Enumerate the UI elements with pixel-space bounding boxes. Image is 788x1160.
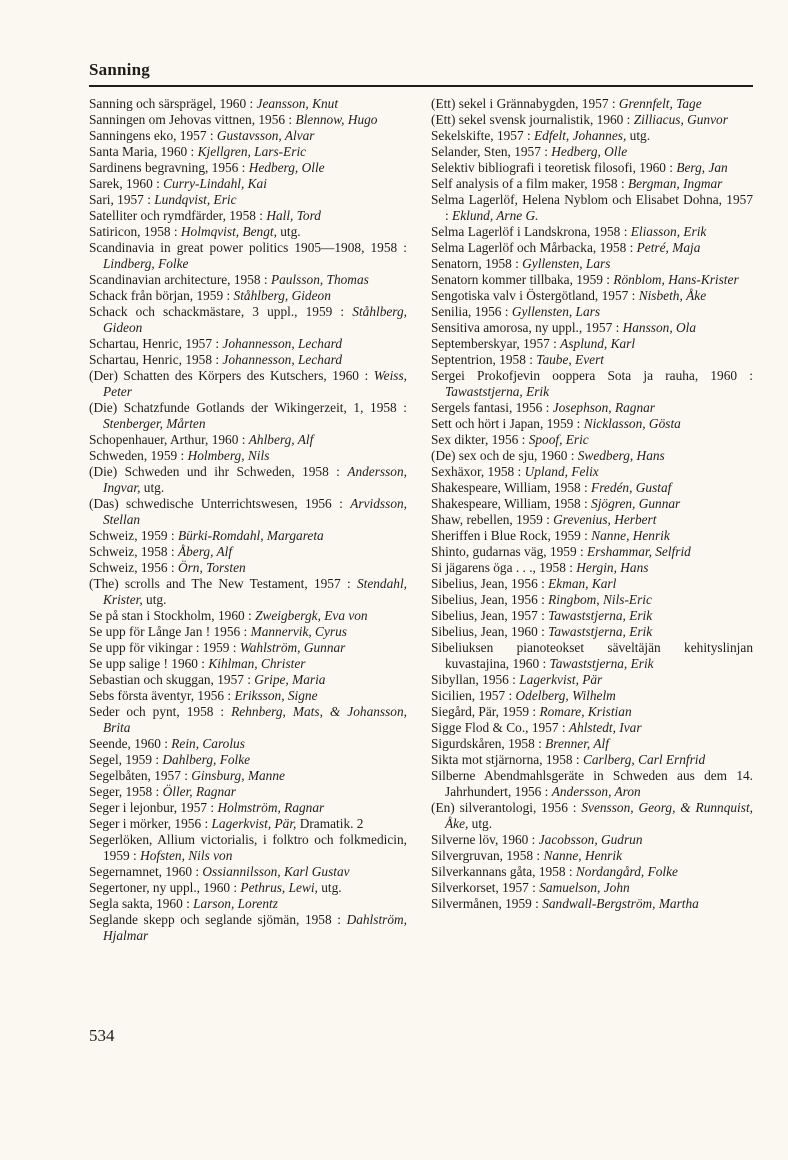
entry-author: Romare, Kristian bbox=[539, 704, 632, 719]
entry-title: Sanningen om Jehovas vittnen, 1956 : bbox=[89, 112, 296, 127]
index-entry bbox=[89, 832, 407, 864]
entry-title: Segelbåten, 1957 : bbox=[89, 768, 192, 783]
index-entry bbox=[431, 896, 753, 912]
entry-suffix: utg. bbox=[140, 480, 165, 495]
index-entry bbox=[89, 528, 407, 544]
entry-author: Fredén, Gustaf bbox=[591, 480, 672, 495]
index-entry bbox=[431, 768, 753, 800]
entry-title: Segel, 1959 : bbox=[89, 752, 163, 767]
entry-author: Carlberg, Carl Ernfrid bbox=[582, 752, 706, 767]
index-entry bbox=[89, 800, 407, 816]
entry-author: Blennow, Hugo bbox=[295, 112, 378, 127]
entry-author: Holmqvist, Bengt, bbox=[180, 224, 277, 239]
entry-author: Petré, Maja bbox=[636, 240, 701, 255]
entry-author: Gripe, Maria bbox=[254, 672, 326, 687]
entry-author: Sjögren, Gunnar bbox=[591, 496, 681, 511]
index-entry bbox=[89, 560, 407, 576]
index-entry bbox=[89, 144, 407, 160]
entry-suffix: utg. bbox=[276, 224, 301, 239]
index-entry bbox=[431, 368, 753, 400]
entry-title: Schweiz, 1958 : bbox=[89, 544, 178, 559]
entry-author: Rönblom, Hans-Krister bbox=[613, 272, 739, 287]
entry-author: Pethrus, Lewi, bbox=[240, 880, 318, 895]
entry-title: Silvermånen, 1959 : bbox=[431, 896, 543, 911]
index-entry bbox=[431, 336, 753, 352]
entry-author: Larson, Lorentz bbox=[193, 896, 278, 911]
entry-title: Seglande skepp och seglande sjömän, 1958 : bbox=[89, 912, 347, 927]
entry-title: Silberne Abendmahlsgeräte in Schweden aus dem 14. Jahrhundert, 1956 : bbox=[431, 768, 753, 799]
entry-author: Nanne, Henrik bbox=[591, 528, 670, 543]
entry-title: Selektiv bibliografi i teoretisk filosofi, 1960 : bbox=[431, 160, 677, 175]
entry-author: Tawaststjerna, Erik bbox=[548, 624, 653, 639]
entry-title: Scandinavia in great power politics 1905—1908, 1958 : bbox=[89, 240, 407, 255]
entry-title: Seger i mörker, 1956 : bbox=[89, 816, 212, 831]
entry-author: Ståhlberg, Gideon bbox=[233, 288, 331, 303]
entry-title: Selander, Sten, 1957 : bbox=[431, 144, 552, 159]
entry-author: Eliasson, Erik bbox=[630, 224, 707, 239]
entry-author: Taube, Evert bbox=[536, 352, 604, 367]
entry-author: Zilliacus, Gunvor bbox=[633, 112, 728, 127]
index-entry bbox=[89, 608, 407, 624]
index-entry bbox=[89, 704, 407, 736]
index-entry bbox=[89, 400, 407, 432]
entry-author: Ginsburg, Manne bbox=[191, 768, 285, 783]
entry-title: Sex dikter, 1956 : bbox=[431, 432, 529, 447]
entry-title: Sibelius, Jean, 1956 : bbox=[431, 576, 549, 591]
entry-title: Schweiz, 1956 : bbox=[89, 560, 178, 575]
index-entry bbox=[89, 880, 407, 896]
index-entry bbox=[431, 624, 753, 640]
entry-title: Silverkorset, 1957 : bbox=[431, 880, 540, 895]
entry-title: Selma Lagerlöf i Landskrona, 1958 : bbox=[431, 224, 631, 239]
index-entry bbox=[89, 544, 407, 560]
entry-author: Dahlberg, Folke bbox=[162, 752, 251, 767]
header-rule bbox=[89, 85, 753, 87]
index-entry bbox=[89, 336, 407, 352]
entry-author: Eklund, Arne G. bbox=[452, 208, 539, 223]
index-entry bbox=[89, 736, 407, 752]
entry-author: Grennfelt, Tage bbox=[618, 96, 702, 111]
index-entry bbox=[431, 224, 753, 240]
entry-title: Se på stan i Stockholm, 1960 : bbox=[89, 608, 256, 623]
entry-title: (The) scrolls and The New Testament, 1957 : bbox=[89, 576, 357, 591]
entry-author: Weiss, Peter bbox=[103, 368, 407, 399]
entry-suffix: utg. bbox=[626, 128, 651, 143]
entry-author: Josephson, Ragnar bbox=[552, 400, 655, 415]
entry-title: Seger i lejonbur, 1957 : bbox=[89, 800, 218, 815]
entry-author: Hofsten, Nils von bbox=[140, 848, 233, 863]
entry-title: Segernamnet, 1960 : bbox=[89, 864, 203, 879]
index-entry bbox=[89, 368, 407, 400]
entry-author: Eriksson, Signe bbox=[234, 688, 318, 703]
index-entry bbox=[431, 736, 753, 752]
entry-author: Hedberg, Olle bbox=[551, 144, 628, 159]
entry-title: Segla sakta, 1960 : bbox=[89, 896, 194, 911]
index-entry bbox=[431, 592, 753, 608]
entry-title: Shakespeare, William, 1958 : bbox=[431, 480, 592, 495]
entry-title: Si jägarens öga . . ., 1958 : bbox=[431, 560, 577, 575]
index-entry bbox=[431, 880, 753, 896]
entry-title: Scandinavian architecture, 1958 : bbox=[89, 272, 271, 287]
index-entry bbox=[89, 816, 407, 832]
index-entry bbox=[431, 432, 753, 448]
entry-title: (Der) Schatten des Körpers des Kutschers, 1960 : bbox=[89, 368, 374, 383]
entry-title: Santa Maria, 1960 : bbox=[89, 144, 198, 159]
running-header: Sanning bbox=[89, 60, 150, 79]
entry-title: Sanning och särsprägel, 1960 : bbox=[89, 96, 257, 111]
entry-title: Shinto, gudarnas väg, 1959 : bbox=[431, 544, 588, 559]
entry-author: Gyllensten, Lars bbox=[511, 304, 601, 319]
entry-suffix: utg. bbox=[317, 880, 342, 895]
entry-author: Bürki-Romdahl, Margareta bbox=[177, 528, 324, 543]
entry-title: Sett och hört i Japan, 1959 : bbox=[431, 416, 584, 431]
entry-author: Curry-Lindahl, Kai bbox=[163, 176, 267, 191]
entry-author: Lagerkvist, Pär, bbox=[211, 816, 297, 831]
index-entry bbox=[431, 752, 753, 768]
entry-author: Öller, Ragnar bbox=[162, 784, 236, 799]
entry-author: Andersson, Ingvar, bbox=[103, 464, 407, 495]
entry-title: (De) sex och de sju, 1960 : bbox=[431, 448, 578, 463]
page-number: 534 bbox=[89, 1026, 115, 1045]
index-entry bbox=[431, 256, 753, 272]
entry-title: Sensitiva amorosa, ny uppl., 1957 : bbox=[431, 320, 623, 335]
entry-title: Sheriffen i Blue Rock, 1959 : bbox=[431, 528, 592, 543]
index-entry bbox=[89, 896, 407, 912]
index-entry bbox=[89, 576, 407, 608]
entry-author: Lagerkvist, Pär bbox=[519, 672, 603, 687]
entry-title: Segerlöken, Allium victorialis, i folktro och folkmedicin, 1959 : bbox=[89, 832, 407, 863]
entry-author: Paulsson, Thomas bbox=[270, 272, 369, 287]
index-entry bbox=[431, 672, 753, 688]
index-entry bbox=[431, 176, 753, 192]
index-entry bbox=[89, 192, 407, 208]
entry-author: Bergman, Ingmar bbox=[627, 176, 723, 191]
entry-title: Sebastian och skuggan, 1957 : bbox=[89, 672, 255, 687]
entry-author: Johannesson, Lechard bbox=[222, 352, 342, 367]
index-entry bbox=[89, 688, 407, 704]
entry-suffix: Dramatik. 2 bbox=[296, 816, 364, 831]
index-entry bbox=[431, 400, 753, 416]
entry-author: Kihlman, Christer bbox=[208, 656, 306, 671]
entry-title: Self analysis of a film maker, 1958 : bbox=[431, 176, 628, 191]
entry-title: Sergels fantasi, 1956 : bbox=[431, 400, 553, 415]
entry-title: Senatorn kommer tillbaka, 1959 : bbox=[431, 272, 614, 287]
entry-title: Shakespeare, William, 1958 : bbox=[431, 496, 592, 511]
index-entry bbox=[89, 464, 407, 496]
index-entry bbox=[431, 560, 753, 576]
index-entry bbox=[89, 432, 407, 448]
entry-suffix: utg. bbox=[142, 592, 167, 607]
entry-author: Spoof, Eric bbox=[528, 432, 589, 447]
index-entry bbox=[89, 224, 407, 240]
index-entry bbox=[89, 208, 407, 224]
entry-title: Sibelius, Jean, 1957 : bbox=[431, 608, 549, 623]
entry-author: Andersson, Aron bbox=[551, 784, 641, 799]
entry-title: Silverne löv, 1960 : bbox=[431, 832, 539, 847]
index-entry bbox=[89, 672, 407, 688]
entry-author: Johannesson, Lechard bbox=[222, 336, 342, 351]
index-entry bbox=[89, 176, 407, 192]
entry-author: Ringbom, Nils-Eric bbox=[548, 592, 652, 607]
entry-title: Sanningens eko, 1957 : bbox=[89, 128, 217, 143]
index-entry bbox=[89, 624, 407, 640]
index-entry bbox=[89, 304, 407, 336]
index-entry bbox=[431, 448, 753, 464]
entry-author: Holmberg, Nils bbox=[187, 448, 270, 463]
entry-author: Kjellgren, Lars-Eric bbox=[197, 144, 307, 159]
index-entry bbox=[431, 640, 753, 672]
index-entry bbox=[89, 352, 407, 368]
index-entry bbox=[89, 160, 407, 176]
entry-title: Seger, 1958 : bbox=[89, 784, 163, 799]
index-entry bbox=[431, 144, 753, 160]
entry-title: Schack från början, 1959 : bbox=[89, 288, 234, 303]
index-entry bbox=[431, 272, 753, 288]
index-entry bbox=[89, 288, 407, 304]
entry-title: Seende, 1960 : bbox=[89, 736, 172, 751]
entry-title: Sigge Flod & Co., 1957 : bbox=[431, 720, 569, 735]
entry-author: Swedberg, Hans bbox=[577, 448, 665, 463]
index-entry bbox=[431, 192, 753, 224]
entry-author: Tawaststjerna, Erik bbox=[445, 384, 550, 399]
entry-title: Sari, 1957 : bbox=[89, 192, 155, 207]
entry-author: Gustavsson, Alvar bbox=[216, 128, 315, 143]
index-entry bbox=[431, 544, 753, 560]
entry-title: Shaw, rebellen, 1959 : bbox=[431, 512, 554, 527]
entry-author: Wahlström, Gunnar bbox=[239, 640, 346, 655]
entry-author: Hedberg, Olle bbox=[248, 160, 325, 175]
index-entry bbox=[431, 304, 753, 320]
entry-author: Rehnberg, Mats, & Johansson, Brita bbox=[103, 704, 407, 735]
entry-author: Svensson, Georg, & Runnquist, Åke, bbox=[445, 800, 754, 831]
entry-title: Satiricon, 1958 : bbox=[89, 224, 181, 239]
entry-title: Silvergruvan, 1958 : bbox=[431, 848, 544, 863]
index-entry bbox=[431, 800, 753, 832]
index-entry bbox=[89, 240, 407, 272]
entry-author: Nordangård, Folke bbox=[575, 864, 678, 879]
entry-title: Selma Lagerlöf och Mårbacka, 1958 : bbox=[431, 240, 637, 255]
index-entry bbox=[431, 240, 753, 256]
index-entry bbox=[431, 288, 753, 304]
entry-author: Brenner, Alf bbox=[545, 736, 609, 751]
entry-title: Sibyllan, 1956 : bbox=[431, 672, 520, 687]
index-entry bbox=[431, 864, 753, 880]
entry-author: Örn, Torsten bbox=[177, 560, 246, 575]
index-entry bbox=[89, 496, 407, 528]
entry-author: Jacobsson, Gudrun bbox=[538, 832, 643, 847]
entry-title: Schartau, Henric, 1958 : bbox=[89, 352, 223, 367]
entry-title: Se upp för vikingar : 1959 : bbox=[89, 640, 240, 655]
index-entry bbox=[431, 112, 753, 128]
entry-author: Holmström, Ragnar bbox=[217, 800, 325, 815]
entry-author: Dahlström, Hjalmar bbox=[103, 912, 407, 943]
entry-author: Ekman, Karl bbox=[548, 576, 617, 591]
entry-title: Se upp salige ! 1960 : bbox=[89, 656, 209, 671]
index-entry bbox=[431, 688, 753, 704]
entry-title: Sibeliuksen pianoteokset säveltäjän kehityslinjan kuvastajina, 1960 : bbox=[431, 640, 753, 671]
index-entry bbox=[431, 416, 753, 432]
entry-author: Edfelt, Johannes, bbox=[534, 128, 627, 143]
entry-suffix: utg. bbox=[468, 816, 493, 831]
entry-author: Lindberg, Folke bbox=[103, 256, 189, 271]
index-entry bbox=[431, 528, 753, 544]
entry-title: Schack och schackmästare, 3 uppl., 1959 : bbox=[89, 304, 353, 319]
entry-author: Arvidsson, Stellan bbox=[103, 496, 407, 527]
entry-author: Berg, Jan bbox=[676, 160, 728, 175]
entry-author: Ahlberg, Alf bbox=[248, 432, 314, 447]
entry-title: Senatorn, 1958 : bbox=[431, 256, 523, 271]
entry-title: (Ett) sekel i Grännabygden, 1957 : bbox=[431, 96, 619, 111]
index-entry bbox=[431, 576, 753, 592]
entry-title: Sicilien, 1957 : bbox=[431, 688, 516, 703]
entry-title: Siegård, Pär, 1959 : bbox=[431, 704, 540, 719]
entry-author: Stendahl, Krister, bbox=[103, 576, 407, 607]
entry-author: Tawaststjerna, Erik bbox=[549, 656, 654, 671]
index-entry bbox=[89, 912, 407, 944]
index-column-right bbox=[431, 96, 753, 912]
entry-title: Se upp för Långe Jan ! 1956 : bbox=[89, 624, 251, 639]
index-entry bbox=[89, 112, 407, 128]
entry-author: Gyllensten, Lars bbox=[522, 256, 611, 271]
index-entry bbox=[89, 448, 407, 464]
entry-title: Selma Lagerlöf, Helena Nyblom och Elisabet Dohna, 1957 : bbox=[431, 192, 753, 223]
index-column-left bbox=[89, 96, 407, 944]
entry-title: Sibelius, Jean, 1960 : bbox=[431, 624, 549, 639]
index-entry bbox=[431, 512, 753, 528]
entry-author: Sandwall-Bergström, Martha bbox=[542, 896, 699, 911]
entry-author: Hergin, Hans bbox=[576, 560, 649, 575]
entry-author: Ossiannilsson, Karl Gustav bbox=[202, 864, 350, 879]
entry-title: Sengotiska valv i Östergötland, 1957 : bbox=[431, 288, 639, 303]
index-entry bbox=[89, 752, 407, 768]
entry-author: Nanne, Henrik bbox=[543, 848, 623, 863]
entry-title: Sibelius, Jean, 1956 : bbox=[431, 592, 549, 607]
index-entry bbox=[431, 720, 753, 736]
index-entry bbox=[431, 96, 753, 112]
entry-author: Jeansson, Knut bbox=[256, 96, 339, 111]
entry-title: Silverkannans gåta, 1958 : bbox=[431, 864, 576, 879]
entry-author: Samuelson, John bbox=[539, 880, 630, 895]
index-entry bbox=[89, 864, 407, 880]
entry-title: (Die) Schatzfunde Gotlands der Wikingerzeit, 1, 1958 : bbox=[89, 400, 407, 415]
entry-title: (En) silverantologi, 1956 : bbox=[431, 800, 582, 815]
entry-author: Ståhlberg, Gideon bbox=[103, 304, 407, 335]
entry-author: Ershammar, Selfrid bbox=[587, 544, 691, 559]
entry-title: Sekelskifte, 1957 : bbox=[431, 128, 535, 143]
entry-author: Tawaststjerna, Erik bbox=[548, 608, 653, 623]
entry-author: Nicklasson, Gösta bbox=[583, 416, 681, 431]
entry-author: Stenberger, Mårten bbox=[103, 416, 206, 431]
entry-title: Schweden, 1959 : bbox=[89, 448, 188, 463]
entry-author: Åberg, Alf bbox=[177, 544, 233, 559]
entry-author: Grevenius, Herbert bbox=[553, 512, 657, 527]
entry-title: Sarek, 1960 : bbox=[89, 176, 164, 191]
entry-title: Septentrion, 1958 : bbox=[431, 352, 537, 367]
entry-title: Sebs första äventyr, 1956 : bbox=[89, 688, 235, 703]
index-entry bbox=[431, 320, 753, 336]
entry-title: Septemberskyar, 1957 : bbox=[431, 336, 561, 351]
entry-title: Segertoner, ny uppl., 1960 : bbox=[89, 880, 241, 895]
entry-author: Hansson, Ola bbox=[622, 320, 697, 335]
entry-title: Schartau, Henric, 1957 : bbox=[89, 336, 223, 351]
entry-title: Schopenhauer, Arthur, 1960 : bbox=[89, 432, 249, 447]
index-entry bbox=[431, 352, 753, 368]
entry-author: Nisbeth, Åke bbox=[638, 288, 707, 303]
index-entry bbox=[431, 704, 753, 720]
index-entry bbox=[431, 464, 753, 480]
entry-title: (Das) schwedische Unterrichtswesen, 1956 : bbox=[89, 496, 351, 511]
entry-title: Schweiz, 1959 : bbox=[89, 528, 178, 543]
index-entry bbox=[89, 784, 407, 800]
entry-title: Sigurdskåren, 1958 : bbox=[431, 736, 546, 751]
entry-author: Upland, Felix bbox=[524, 464, 599, 479]
entry-title: Sergei Prokofjevin ooppera Sota ja rauha, 1960 : bbox=[431, 368, 753, 383]
entry-author: Lundqvist, Eric bbox=[154, 192, 237, 207]
index-entry bbox=[89, 272, 407, 288]
index-entry bbox=[431, 128, 753, 144]
index-entry bbox=[89, 96, 407, 112]
entry-author: Zweigbergk, Eva von bbox=[255, 608, 368, 623]
entry-title: Sexhäxor, 1958 : bbox=[431, 464, 525, 479]
index-entry bbox=[89, 640, 407, 656]
entry-title: Sardinens begravning, 1956 : bbox=[89, 160, 249, 175]
index-entry bbox=[431, 496, 753, 512]
index-entry bbox=[431, 832, 753, 848]
entry-author: Asplund, Karl bbox=[560, 336, 636, 351]
index-entry bbox=[431, 480, 753, 496]
index-entry bbox=[431, 160, 753, 176]
entry-author: Ahlstedt, Ivar bbox=[568, 720, 642, 735]
entry-title: Satelliter och rymdfärder, 1958 : bbox=[89, 208, 267, 223]
entry-title: (Die) Schweden und ihr Schweden, 1958 : bbox=[89, 464, 348, 479]
entry-author: Hall, Tord bbox=[266, 208, 321, 223]
entry-title: (Ett) sekel svensk journalistik, 1960 : bbox=[431, 112, 634, 127]
entry-title: Senilia, 1956 : bbox=[431, 304, 512, 319]
entry-author: Odelberg, Wilhelm bbox=[515, 688, 616, 703]
entry-title: Sikta mot stjärnorna, 1958 : bbox=[431, 752, 583, 767]
index-entry bbox=[89, 656, 407, 672]
index-entry bbox=[89, 768, 407, 784]
index-entry bbox=[89, 128, 407, 144]
entry-title: Seder och pynt, 1958 : bbox=[89, 704, 232, 719]
entry-author: Mannervik, Cyrus bbox=[250, 624, 347, 639]
index-entry bbox=[431, 608, 753, 624]
entry-author: Rein, Carolus bbox=[171, 736, 245, 751]
index-entry bbox=[431, 848, 753, 864]
